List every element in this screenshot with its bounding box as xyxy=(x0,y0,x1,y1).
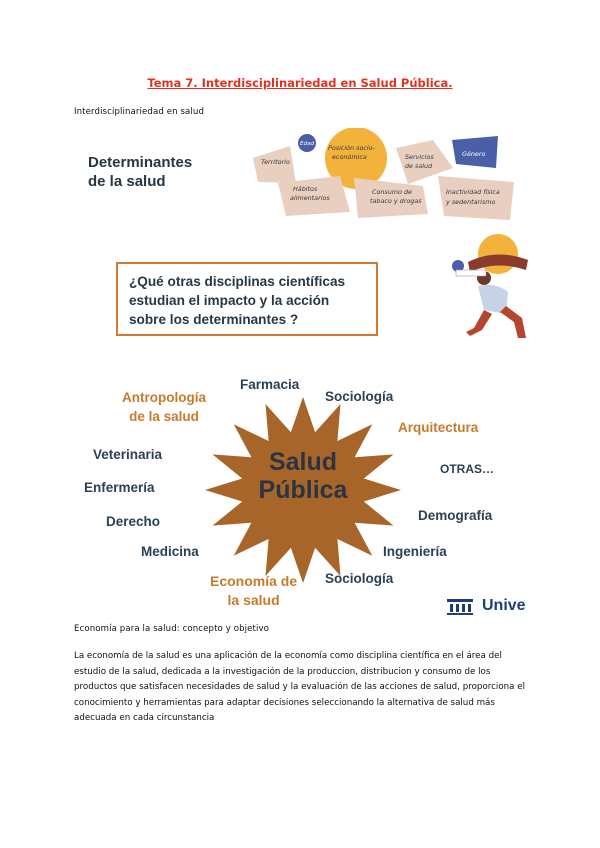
leg-left-shape xyxy=(466,310,492,336)
edad-label: Edad xyxy=(300,141,315,147)
determinants-heading-line1: Determinantes xyxy=(88,154,193,171)
inactividad-label-2: y sedentarismo xyxy=(446,198,496,206)
university-logo-text: Unive xyxy=(482,597,526,614)
consumo-label-2: tabaco y drogas xyxy=(370,197,422,205)
determinants-heading-line2: de la salud xyxy=(88,173,166,190)
question-line1: ¿Qué otras disciplinas científicas xyxy=(129,274,346,289)
star-text-line1: Salud xyxy=(268,448,338,476)
question-line2: estudian el impacto y la acción xyxy=(129,293,330,308)
determinants-illustration xyxy=(248,128,538,228)
discipline-derecho: Derecho xyxy=(106,514,161,529)
university-logo-icon xyxy=(446,598,474,616)
discipline-sociologia-top: Sociología xyxy=(325,389,394,404)
determinants-heading xyxy=(88,153,192,191)
leg-right-shape xyxy=(500,306,526,338)
page-title: Tema 7. Interdisciplinariedad en Salud Pública. xyxy=(147,76,453,90)
discipline-arquitectura: Arquitectura xyxy=(398,420,479,435)
paper-shape xyxy=(456,270,486,276)
star-text-line2: Pública xyxy=(258,476,348,504)
discipline-sociologia-bottom: Sociología xyxy=(325,571,394,586)
discipline-enfermeria: Enfermería xyxy=(84,480,155,495)
question-box xyxy=(116,262,378,336)
person-lifting-illustration xyxy=(434,232,534,342)
genero-label: Género xyxy=(462,150,486,158)
inactividad-label-1: Inactividad física xyxy=(446,188,500,196)
discipline-veterinaria: Veterinaria xyxy=(93,447,163,462)
question-line3: sobre los determinantes ? xyxy=(129,312,299,327)
servicios-label-1: Servicios xyxy=(405,153,434,161)
posicion-label-1: Posición socio- xyxy=(328,144,375,152)
habitos-label-1: Hábitos xyxy=(293,185,318,193)
territorio-label: Territorio xyxy=(261,158,290,166)
consumo-label-1: Consumo de xyxy=(372,188,412,196)
discipline-farmacia: Farmacia xyxy=(240,377,300,392)
discipline-otras: OTRAS… xyxy=(440,462,494,476)
discipline-ingenieria: Ingeniería xyxy=(383,544,447,559)
discipline-antropologia: Antropología de la salud xyxy=(122,390,206,424)
section-heading-interdisciplinariedad: Interdisciplinariedad en salud xyxy=(74,107,205,117)
discipline-medicina: Medicina xyxy=(141,544,199,559)
star-center-text xyxy=(193,448,413,504)
discipline-economia: Economía de la salud xyxy=(210,573,298,608)
body-paragraph: La economía de la salud es una aplicación de la economía como disciplina científica en el área del estudio de la salud, dedicada a la investigación de la produccion, distribucion y consumo de los productos que satisfacen necesidades de salud y la evaluación de las acciones de salud, proporciona el conocimiento y herramientas para adaptar decisiones seleccionando la alternativa de salud más adecuada en cada circunstancia xyxy=(74,651,525,724)
habitos-label-2: alimentarios xyxy=(290,194,330,202)
servicios-label-2: de salud xyxy=(405,162,433,170)
sun-icon xyxy=(478,234,518,274)
section-heading-economia: Economía para la salud: concepto y objetivo xyxy=(74,624,270,634)
posicion-label-2: económica xyxy=(332,153,367,161)
discipline-demografia: Demografía xyxy=(418,508,493,523)
